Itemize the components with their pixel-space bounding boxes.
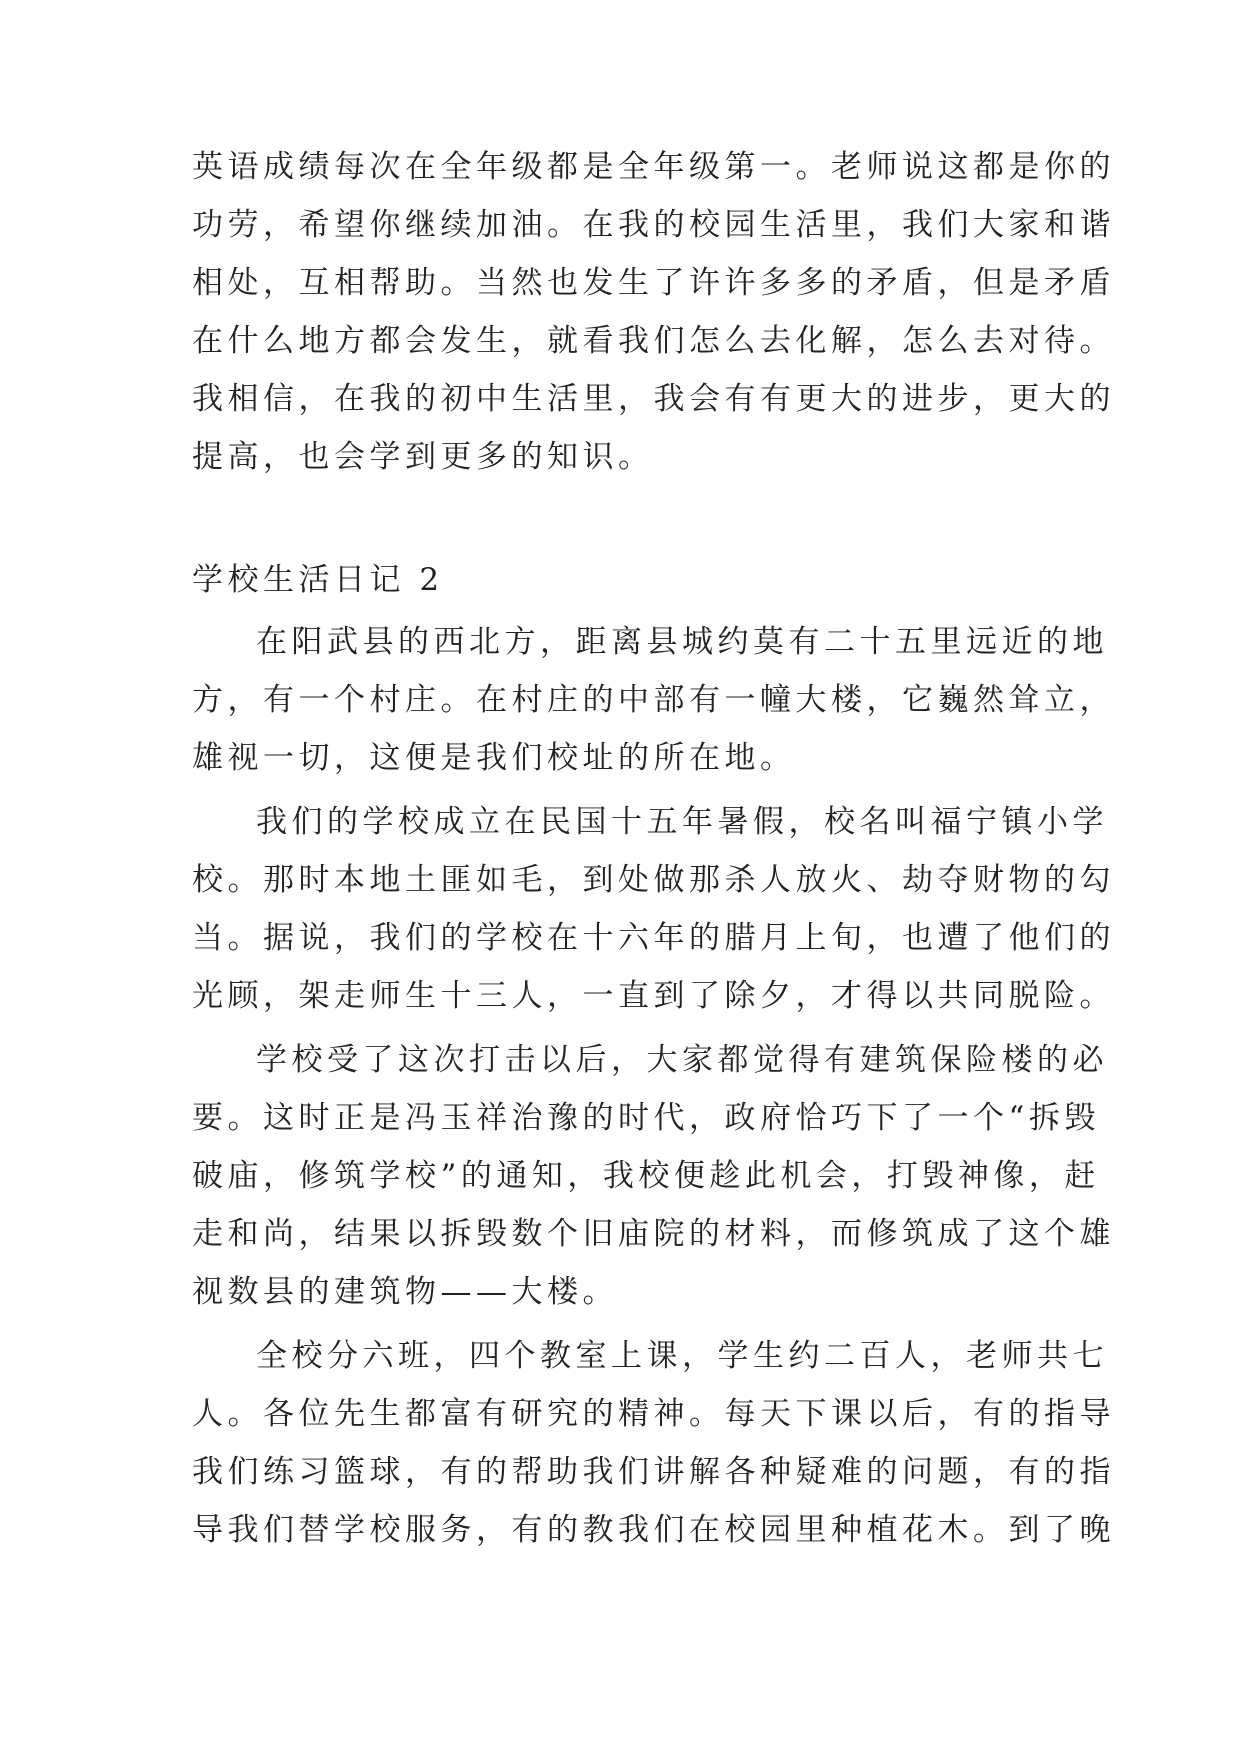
paragraph-2-line-1: 我们的学校成立在民国十五年暑假，校名叫福宁镇小学 [256, 804, 1108, 840]
paragraph-2-line-2: 校。那时本地土匪如毛，到处做那杀人放火、劫夺财物的勾 [192, 862, 1115, 898]
intro-line-5: 我相信，在我的初中生活里，我会有有更大的进步，更大的 [192, 381, 1115, 417]
paragraph-3-line-5: 视数县的建筑物——大楼。 [192, 1274, 618, 1310]
paragraph-3-line-4: 走和尚，结果以拆毁数个旧庙院的材料，而修筑成了这个雄 [192, 1216, 1115, 1252]
intro-line-1: 英语成绩每次在全年级都是全年级第一。老师说这都是你的 [192, 149, 1115, 185]
paragraph-4-line-1: 全校分六班，四个教室上课，学生约二百人，老师共七 [256, 1338, 1108, 1374]
paragraph-3-line-3: 破庙，修筑学校”的通知，我校便趁此机会，打毁神像，赶 [192, 1158, 1100, 1194]
paragraph-4-line-3: 我们练习篮球，有的帮助我们讲解各种疑难的问题，有的指 [192, 1454, 1115, 1490]
paragraph-2-line-3: 当。据说，我们的学校在十六年的腊月上旬，也遭了他们的 [192, 920, 1115, 956]
paragraph-3-line-1: 学校受了这次打击以后，大家都觉得有建筑保险楼的必 [256, 1042, 1108, 1078]
paragraph-4-line-4: 导我们替学校服务，有的教我们在校园里种植花木。到了晚 [192, 1512, 1115, 1548]
paragraph-1-line-1: 在阳武县的西北方，距离县城约莫有二十五里远近的地 [256, 624, 1108, 660]
intro-line-4: 在什么地方都会发生，就看我们怎么去化解，怎么去对待。 [192, 323, 1115, 359]
intro-line-6: 提高，也会学到更多的知识。 [192, 439, 654, 475]
paragraph-4-line-2: 人。各位先生都富有研究的精神。每天下课以后，有的指导 [192, 1396, 1115, 1432]
paragraph-1-line-3: 雄视一切，这便是我们校址的所在地。 [192, 740, 796, 776]
paragraph-3-line-2: 要。这时正是冯玉祥治豫的时代，政府恰巧下了一个“拆毁 [192, 1100, 1100, 1136]
intro-line-2: 功劳，希望你继续加油。在我的校园生活里，我们大家和谐 [192, 207, 1115, 243]
section-title: 学校生活日记 2 [192, 562, 444, 598]
paragraph-2-line-4: 光顾，架走师生十三人，一直到了除夕，才得以共同脱险。 [192, 978, 1115, 1014]
intro-line-3: 相处，互相帮助。当然也发生了许许多多的矛盾，但是矛盾 [192, 265, 1115, 301]
paragraph-1-line-2: 方，有一个村庄。在村庄的中部有一幢大楼，它巍然耸立， [192, 682, 1115, 718]
